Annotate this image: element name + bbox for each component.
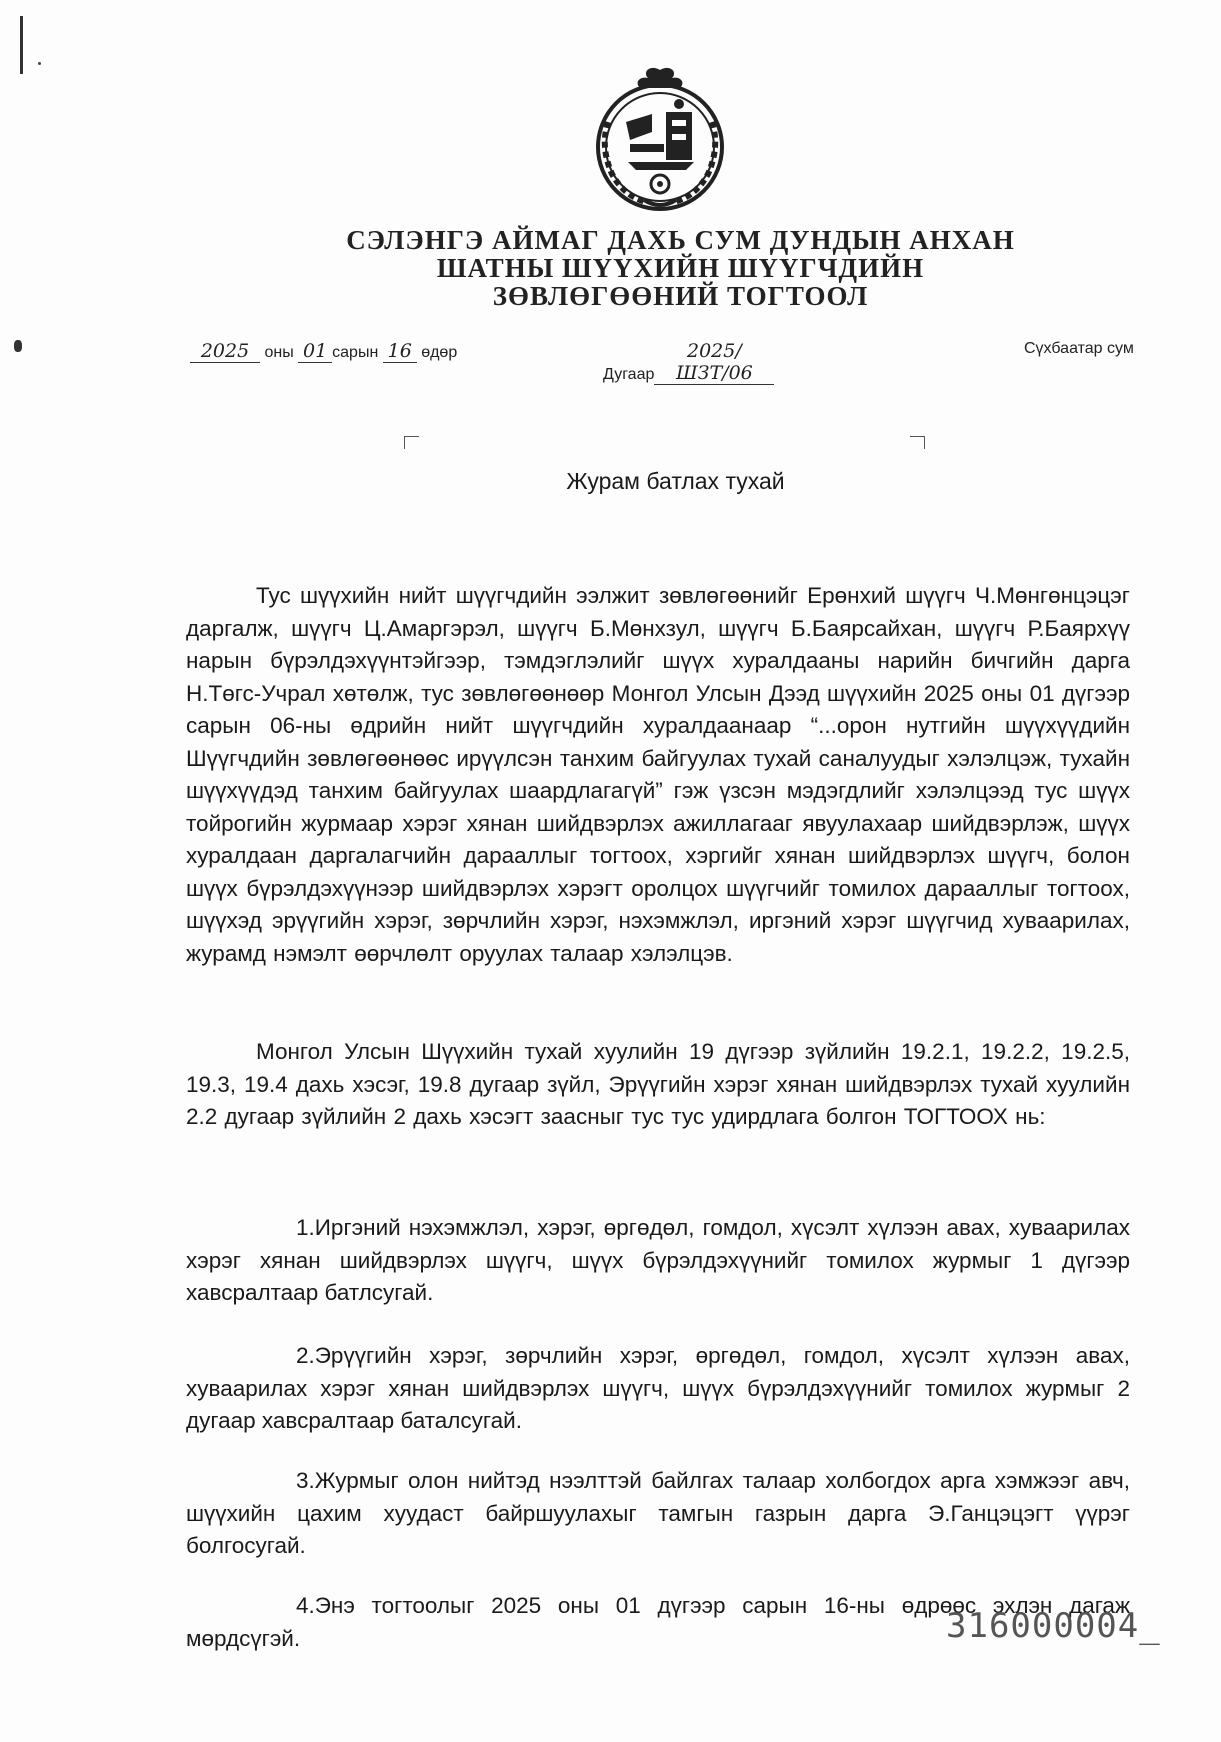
document-heading [0, 226, 1221, 310]
resolution-item-3: 3.Журмыг олон нийтэд нээлттэй байлгах талаар холбогдох арга хэмжээг авч, шүүхийн цахим хуудаст байршуулахыг тамгын газрын дарга Э.Ганцэцэгт үүрэг болгосугай. [186, 1468, 1130, 1558]
scan-blot [14, 340, 22, 352]
date-day-suffix: өдөр [421, 344, 458, 361]
resolution-item-2: 2.Эрүүгийн хэрэг, зөрчлийн хэрэг, өргөдөл, гомдол, хүсэлт хүлээн авах, хуваарилах хэрэг хянан шийдвэрлэх шүүгч, шүүх бүрэлдэхүүнийг томилох журмыг 2 дугаар хавсралтаар баталсугай. [186, 1343, 1130, 1433]
heading-line-3: ЗӨВЛӨГӨӨНИЙ ТОГТООЛ [492, 281, 869, 311]
paragraph-preamble: Тус шүүхийн нийт шүүгчдийн ээлжит зөвлөгөөнийг Ерөнхий шүүгч Ч.Мөнгөнцэцэг даргалж, шүүгч Ц.Амаргэрэл, шүүгч Б.Мөнхзул, шүүгч Б.Баярсайхан, шүүгч Р.Баярхүү нарын бүрэлдэхүүнтэйгээр, тэмдэглэлийг шүүх хуралдааны нарийн бичгийн дарга Н.Төгс-Учрал хөтөлж, тус зөвлөгөөнөөр Монгол Улсын Дээд шүүхийн 2025 оны 01 дүгээр сарын 06-ны өдрийн нийт шүүгчдийн хуралдаанаар “...орон нутгийн шүүхүүдийн Шүүгчдийн зөвлөгөөнөөс ирүүлсэн танхим байгуулах тухай саналуудыг хэлэлцэж, тухайн шүүхүүдэд танхим байгуулах шаардлагагүй” гэж үзсэн мэдэгдлийг хэлэлцээд тус шүүх тойрогийн журмаар хэрэг хянан шийдвэрлэх ажиллагааг явуулахаар шийдвэрлэж, шүүх хуралдаан даргалагчийн дарааллыг тогтоох, хэргийг хянан шийдвэрлэх шүүгч, болон шүүх бүрэлдэхүүнээр шийдвэрлэх хэрэгт оролцох шүүгчийг томилох дарааллыг тогтоох, шүүхэд эрүүгийн хэрэг, зөрчлийн хэрэг, нэхэмжлэл, иргэний хэрэг шүүгчид хуваарилах, журамд нэмэлт өөрчлөлт оруулах талаар хэлэлцэв. [186, 583, 1130, 966]
resolution-item-4: 4.Энэ тогтоолыг 2025 оны 01 дүгээр сарын 16-ны өдрөөс эхлэн дагаж мөрдсүгэй. [186, 1593, 1130, 1651]
date-year: 2025 [190, 340, 260, 363]
date-day: 16 [383, 340, 417, 363]
state-emblem-icon [590, 62, 730, 212]
date-line [190, 340, 457, 363]
heading-line-1: СЭЛЭНГЭ АЙМАГ ДАХЬ СУМ ДУНДЫН АНХАН [346, 225, 1015, 255]
resolution-item-1: 1.Иргэний нэхэмжлэл, хэрэг, өргөдөл, гомдол, хүсэлт хүлээн авах, хуваарилах хэрэг хянан шийдвэрлэх шүүгч, шүүх бүрэлдэхүүнийг томилох журмыг 1 дүгээр хавсралтаар батлсугай. [186, 1215, 1130, 1305]
document-title [0, 468, 1221, 495]
date-year-suffix: оны [264, 344, 294, 361]
date-month-suffix: сарын [332, 344, 379, 361]
paragraph-legal-basis: Монгол Улсын Шүүхийн тухай хуулийн 19 дүгээр зүйлийн 19.2.1, 19.2.2, 19.2.5, 19.3, 19.4 дахь хэсэг, 19.8 дугаар зүйл, Эрүүгийн хэрэг хянан шийдвэрлэх тухай хуулийн 2.2 дугаар зүйлийн 2 дахь хэсэгт заасныг тус тус удирдлага болгон ТОГТООХ нь: [186, 1039, 1130, 1129]
heading-line-2: ШАТНЫ ШҮҮХИЙН ШҮҮГЧДИЙН [436, 253, 925, 283]
registry-number: 316000004_ [946, 1606, 1161, 1646]
number-label: Дугаар [603, 366, 655, 383]
document-title-text: Журам батлах тухай [566, 468, 785, 494]
location: Сүхбаатар сум [1024, 340, 1134, 357]
number-value: 2025/ШЗТ/06 [654, 340, 774, 385]
scan-mark [20, 16, 23, 74]
date-month: 01 [298, 340, 332, 363]
title-corner-left [404, 436, 419, 449]
title-corner-right [910, 436, 925, 449]
document-number [603, 340, 774, 385]
scan-dot [38, 62, 41, 65]
